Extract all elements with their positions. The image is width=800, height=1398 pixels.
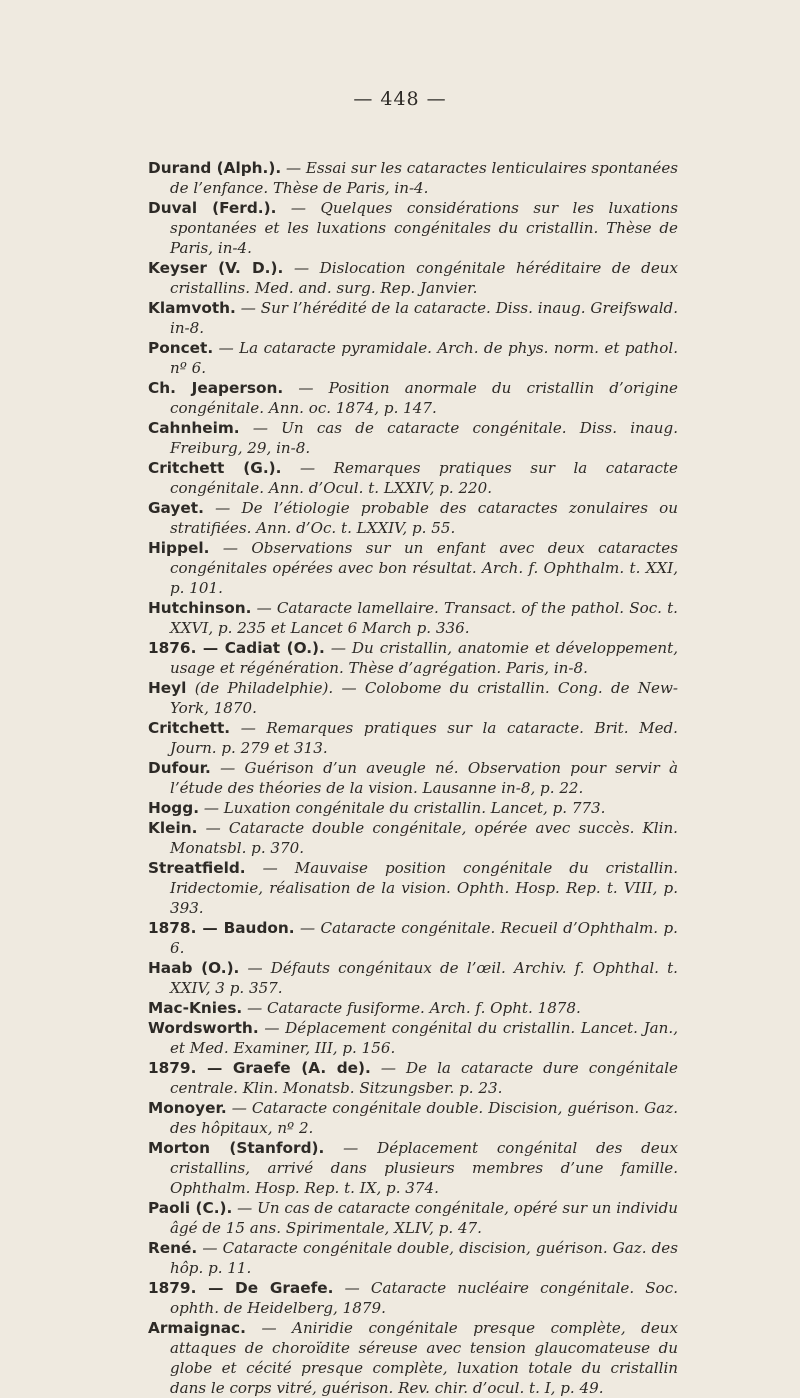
- bibliography-entry: [148, 1198, 678, 1238]
- entry-text: — Luxation congénitale du cristallin. Lancet, p. 773.: [203, 799, 606, 817]
- bibliography-entry: [148, 818, 678, 858]
- entry-text: — Remarques pratiques sur la cataracte congénitale. Ann. d’Ocul. t. LXXIV, p. 220.: [170, 459, 678, 497]
- bibliography-entry: [148, 678, 678, 718]
- bibliography-entry: [148, 498, 678, 538]
- entry-author: 1879. — De Graefe.: [148, 1279, 334, 1297]
- entry-text: — Cataracte congénitale. Recueil d’Ophthalm. p. 6.: [170, 919, 678, 957]
- bibliography-entry: [148, 918, 678, 958]
- entry-text: — Position anormale du cristallin d’origine congénitale. Ann. oc. 1874, p. 147.: [170, 379, 678, 417]
- bibliography-entry: [148, 858, 678, 918]
- entry-text: — Défauts congénitaux de l’œil. Archiv. f. Ophthal. t. XXIV, 3 p. 357.: [170, 959, 678, 997]
- bibliography-entry: [148, 418, 678, 458]
- entry-text: — De la cataracte dure congénitale centrale. Klin. Monatsb. Sitzungsber. p. 23.: [170, 1059, 678, 1097]
- entry-text: — Cataracte congénitale double, discision, guérison. Gaz. des hôp. p. 11.: [170, 1239, 678, 1277]
- entry-author: Mac-Knies.: [148, 999, 243, 1017]
- bibliography-entry: [148, 258, 678, 298]
- entry-text: — Du cristallin, anatomie et développement, usage et régénération. Thèse d’agrégation. Paris, in-8.: [170, 639, 678, 677]
- entry-author: Hippel.: [148, 539, 210, 557]
- entry-text: — La cataracte pyramidale. Arch. de phys. norm. et pathol. nº 6.: [170, 339, 678, 377]
- entry-text: — Quelques considérations sur les luxations spontanées et les luxations congénitales du cristallin. Thèse de Paris, in-4.: [170, 199, 678, 257]
- bibliography-entry: [148, 198, 678, 258]
- bibliography-entry: [148, 298, 678, 338]
- bibliography-entry: [148, 758, 678, 798]
- entry-author: Duval (Ferd.).: [148, 199, 277, 217]
- entry-author: Monoyer.: [148, 1099, 227, 1117]
- entry-author: Critchett (G.).: [148, 459, 282, 477]
- entry-text: — Dislocation congénitale héréditaire de deux cristallins. Med. and. surg. Rep. Janvier.: [170, 259, 678, 297]
- entry-text: — Cataracte nucléaire congénitale. Soc. ophth. de Heidelberg, 1879.: [170, 1279, 678, 1317]
- entry-text: — Cataracte congénitale double. Discision, guérison. Gaz. des hôpitaux, nº 2.: [170, 1099, 678, 1137]
- entry-author: Wordsworth.: [148, 1019, 259, 1037]
- bibliography-entry: [148, 798, 678, 818]
- entry-author: Streatfield.: [148, 859, 246, 877]
- entry-text: — Un cas de cataracte congénitale, opéré sur un individu âgé de 15 ans. Spirimentale, XLIV, p. 47.: [170, 1199, 678, 1237]
- entry-text: — De l’étiologie probable des cataractes zonulaires ou stratifiées. Ann. d’Oc. t. LXXIV, p. 55.: [170, 499, 678, 537]
- bibliography-entry: [148, 1018, 678, 1058]
- entry-text: — Mauvaise position congénitale du cristallin. Iridectomie, réalisation de la vision. Ophth. Hosp. Rep. t. VIII, p. 393.: [170, 859, 678, 917]
- bibliography-entry: [148, 1058, 678, 1098]
- entry-author: 1876. — Cadiat (O.).: [148, 639, 325, 657]
- bibliography-entry: [148, 338, 678, 378]
- page-number: — 448 —: [353, 88, 447, 110]
- entry-author: 1878. — Baudon.: [148, 919, 295, 937]
- entry-author: Haab (O.).: [148, 959, 240, 977]
- entry-author: Cahnheim.: [148, 419, 240, 437]
- bibliography-entry: [148, 1318, 678, 1398]
- bibliography-entry: [148, 1238, 678, 1278]
- entry-text: — Sur l’hérédité de la cataracte. Diss. inaug. Greifswald. in-8.: [170, 299, 678, 337]
- entry-text: — Aniridie congénitale presque complète, deux attaques de choroïdite séreuse avec tension glaucomateuse du globe et cécité presque complète, luxation totale du cristallin dans le corps vitré, guérison. Rev. chir. d’ocul. t. I, p. 49.: [170, 1319, 678, 1397]
- entry-author: Ch. Jeaperson.: [148, 379, 284, 397]
- entry-author: Poncet.: [148, 339, 214, 357]
- entry-author: René.: [148, 1239, 198, 1257]
- entry-text: — Remarques pratiques sur la cataracte. Brit. Med. Journ. p. 279 et 313.: [170, 719, 678, 757]
- entry-author: Keyser (V. D.).: [148, 259, 284, 277]
- entry-author: Morton (Stanford).: [148, 1139, 325, 1157]
- bibliography-entry: [148, 998, 678, 1018]
- bibliography-entry: [148, 158, 678, 198]
- entry-author: Gayet.: [148, 499, 204, 517]
- entry-author: Klein.: [148, 819, 198, 837]
- bibliography-entry: [148, 598, 678, 638]
- bibliography-list: [148, 158, 678, 1398]
- entry-author: Critchett.: [148, 719, 231, 737]
- bibliography-entry: [148, 958, 678, 998]
- bibliography-entry: [148, 538, 678, 598]
- bibliography-entry: [148, 1278, 678, 1318]
- entry-text: — Un cas de cataracte congénitale. Diss. inaug. Freiburg, 29, in-8.: [170, 419, 678, 457]
- entry-text: (de Philadelphie). — Colobome du cristallin. Cong. de New-York, 1870.: [170, 679, 678, 717]
- entry-author: Paoli (C.).: [148, 1199, 233, 1217]
- entry-author: Hogg.: [148, 799, 200, 817]
- bibliography-entry: [148, 718, 678, 758]
- entry-author: Klamvoth.: [148, 299, 236, 317]
- entry-author: Hutchinson.: [148, 599, 252, 617]
- entry-text: — Essai sur les cataractes lenticulaires spontanées de l’enfance. Thèse de Paris, in-4.: [170, 159, 679, 197]
- entry-author: Durand (Alph.).: [148, 159, 282, 177]
- bibliography-entry: [148, 458, 678, 498]
- entry-author: 1879. — Graefe (A. de).: [148, 1059, 371, 1077]
- entry-author: Dufour.: [148, 759, 211, 777]
- entry-text: — Déplacement congénital des deux cristallins, arrivé dans plusieurs membres d’une famille. Ophthalm. Hosp. Rep. t. IX, p. 374.: [170, 1139, 678, 1197]
- bibliography-entry: [148, 638, 678, 678]
- entry-author: Heyl: [148, 679, 187, 697]
- entry-text: — Cataracte fusiforme. Arch. f. Opht. 1878.: [247, 999, 581, 1017]
- bibliography-entry: [148, 1098, 678, 1138]
- entry-text: — Observations sur un enfant avec deux cataractes congénitales opérées avec bon résultat. Arch. f. Ophthalm. t. XXI, p. 101.: [170, 539, 678, 597]
- entry-text: — Cataracte double congénitale, opérée avec succès. Klin. Monatsbl. p. 370.: [170, 819, 678, 857]
- bibliography-entry: [148, 1138, 678, 1198]
- entry-text: — Guérison d’un aveugle né. Observation pour servir à l’étude des théories de la vision. Lausanne in-8, p. 22.: [170, 759, 678, 797]
- entry-author: Armaignac.: [148, 1319, 246, 1337]
- bibliography-entry: [148, 378, 678, 418]
- entry-text: — Cataracte lamellaire. Transact. of the pathol. Soc. t. XXVI, p. 235 et Lancet 6 March p. 336.: [170, 599, 678, 637]
- entry-text: — Déplacement congénital du cristallin. Lancet. Jan., et Med. Examiner, III, p. 156.: [170, 1019, 678, 1057]
